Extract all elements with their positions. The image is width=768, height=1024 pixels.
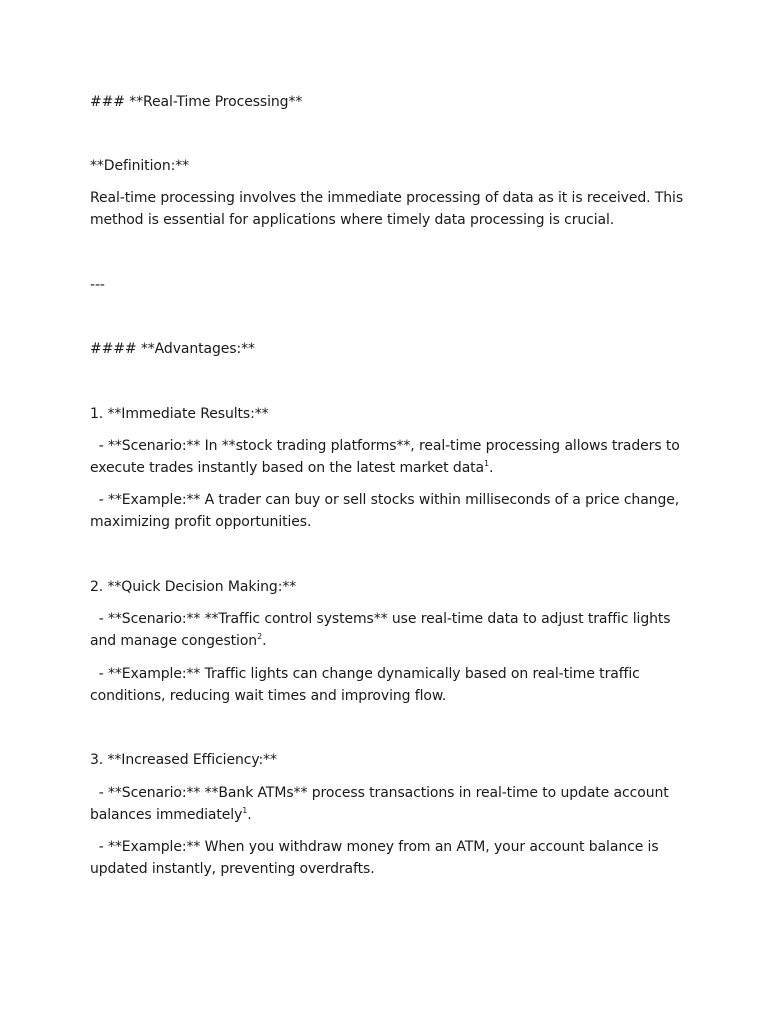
footnote-marker: 1 — [242, 806, 248, 815]
advantage-3-scenario-text: - **Scenario:** **Bank ATMs** process transactions in real-time to update account balances immediately — [90, 785, 673, 823]
advantage-1-title: 1. **Immediate Results:** — [90, 406, 269, 422]
advantage-2-scenario — [90, 608, 690, 652]
advantage-1-scenario-text: - **Scenario:** In **stock trading platforms**, real-time processing allows traders to execute trades instantly based on the latest market data — [90, 438, 685, 476]
separator: --- — [90, 277, 105, 293]
footnote-marker: 2 — [257, 632, 263, 641]
advantage-1-example: - **Example:** A trader can buy or sell stocks within milliseconds of a price change, maximizing profit opportunities. — [90, 492, 684, 530]
advantage-2-title: 2. **Quick Decision Making:** — [90, 579, 297, 595]
advantage-1-scenario — [90, 435, 690, 479]
advantage-3-title: 3. **Increased Efficiency:** — [90, 752, 277, 768]
advantage-3-scenario-end: . — [247, 807, 252, 823]
section-heading: ### **Real-Time Processing** — [90, 94, 303, 110]
definition-text: Real-time processing involves the immediate processing of data as it is received. This method is essential for applications where timely data processing is crucial. — [90, 190, 684, 228]
advantage-2-scenario-text: - **Scenario:** **Traffic control systems** use real-time data to adjust traffic lights and manage congestion — [90, 611, 675, 649]
advantage-2-example: - **Example:** Traffic lights can change dynamically based on real-time traffic conditions, reducing wait times and improving flow. — [90, 666, 645, 704]
definition-label: **Definition:** — [90, 158, 190, 174]
advantages-heading: #### **Advantages:** — [90, 341, 255, 357]
advantage-3-example: - **Example:** When you withdraw money from an ATM, your account balance is updated instantly, preventing overdrafts. — [90, 839, 663, 877]
advantage-2-scenario-end: . — [262, 633, 267, 649]
advantage-1-scenario-end: . — [489, 460, 494, 476]
footnote-marker: 1 — [484, 459, 490, 468]
advantage-3-scenario — [90, 782, 690, 826]
